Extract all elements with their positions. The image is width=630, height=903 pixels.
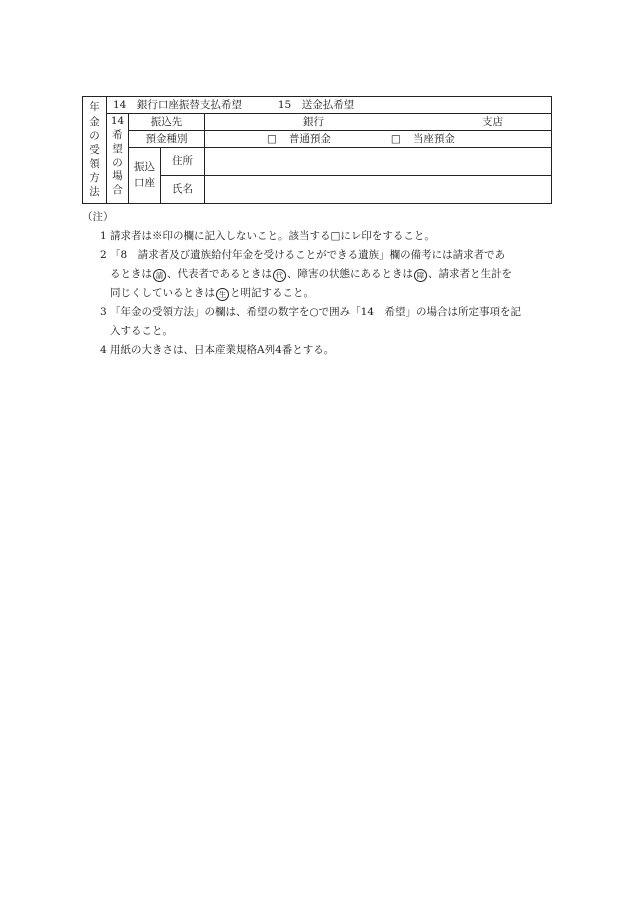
note-item-4: 4 用紙の大きさは、日本産業規格A列4番とする。 xyxy=(100,344,335,356)
transfer-account-label: 振込 口座 xyxy=(129,148,161,204)
section-title-payment-method: 年 金 の 受 領 方 法 xyxy=(83,97,107,204)
name-label: 氏名 xyxy=(161,176,205,204)
seal-claimant-icon: 請 xyxy=(153,269,166,282)
note-item-1: 1 請求者は※印の欄に記入しないこと。該当する□にレ印をすること。 xyxy=(100,230,435,242)
ordinary-deposit-checkbox[interactable]: □ xyxy=(267,133,277,145)
note-item-3-line-2: 入すること。 xyxy=(110,325,173,337)
option-15-remittance[interactable]: 15 送金払希望 xyxy=(277,99,355,111)
ordinary-deposit-label: 普通預金 xyxy=(288,133,331,145)
deposit-type-field xyxy=(205,131,552,148)
notes-section xyxy=(82,208,562,360)
seal-livelihood-icon: 生 xyxy=(216,288,229,301)
seal-representative-icon: 代 xyxy=(273,269,286,282)
note-item-2: 2 「8 請求者及び遺族給付年金を受けることができる遺族」欄の備考には請求者であ xyxy=(100,249,506,261)
seal-disability-icon: 障 xyxy=(414,269,427,282)
address-field[interactable] xyxy=(205,148,552,176)
notes-heading: （注） xyxy=(82,211,114,223)
note-item-3: 3 「年金の受領方法」の欄は、希望の数字を○で囲み「14 希望」の場合は所定事項を記 xyxy=(100,306,522,318)
current-deposit-label: 当座預金 xyxy=(412,133,455,145)
bank-branch-field[interactable] xyxy=(205,114,552,131)
name-field[interactable] xyxy=(205,176,552,204)
deposit-type-label: 預金種別 xyxy=(129,131,205,148)
payment-option-row xyxy=(107,97,552,114)
payment-method-table xyxy=(82,96,552,204)
sub-title-option-14: 14 希 望 の 場 合 xyxy=(107,114,129,204)
branch-label: 支店 xyxy=(482,116,503,128)
transfer-destination-label: 振込先 xyxy=(129,114,205,131)
address-label: 住所 xyxy=(161,148,205,176)
option-14-bank-transfer[interactable]: 14 銀行口座振替支払希望 xyxy=(113,99,242,111)
note-item-2-line-3: 同じくしているときは 生 と明記すること。 xyxy=(110,287,314,299)
bank-label: 銀行 xyxy=(303,116,324,128)
current-deposit-checkbox[interactable]: □ xyxy=(390,133,401,145)
note-item-2-line-2: るときは 請 、代表者であるときは 代 、障害の状態にあるときは 障 、請求者と生計を xyxy=(110,268,512,280)
